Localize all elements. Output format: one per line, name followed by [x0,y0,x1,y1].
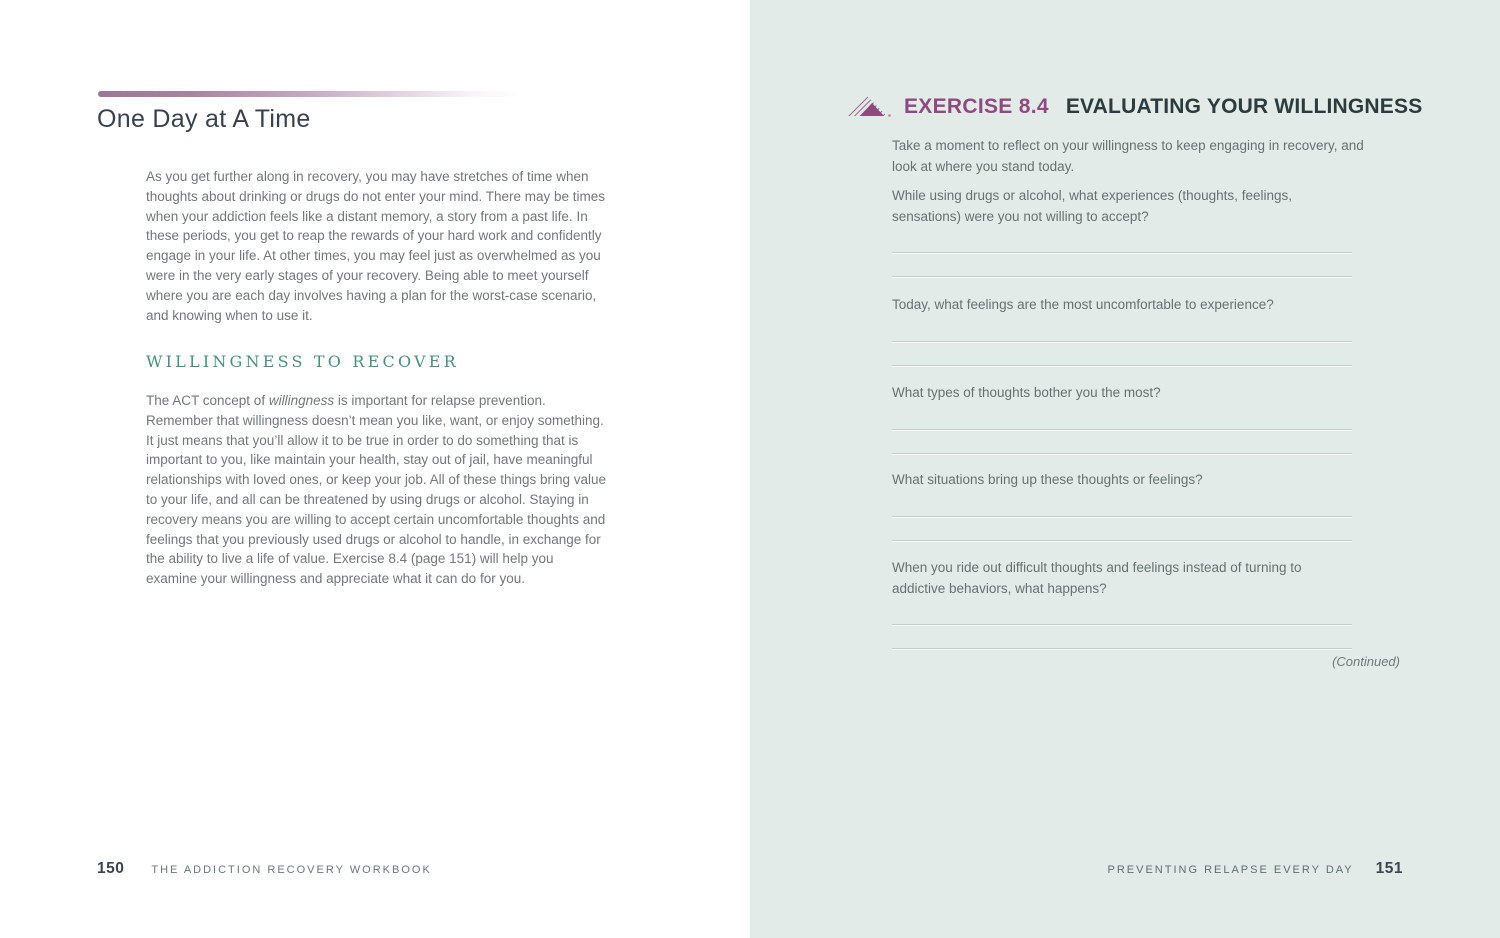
answer-line [892,276,1352,277]
answer-line [892,429,1352,430]
answer-line [892,341,1352,342]
right-footer [1108,860,1404,878]
continued-note: (Continued) [1332,654,1400,669]
question-text: What situations bring up these thoughts or feelings? [892,472,1203,487]
answer-line [892,624,1352,625]
question-block [892,383,1352,454]
running-head: PREVENTING RELAPSE EVERY DAY [1107,864,1354,876]
paragraph-text: is important for relapse prevention. Remember that willingness doesn’t mean you like, want, or enjoy something. It just means that you’ll allow it to be true in order to do something that is important to you, like maintain your health, stay out of jail, have meaningful relationships with loved ones, or keep your job. All of these things bring value to your life, and all can be threatened by using drugs or alcohol. Staying in recovery means you are willing to accept certain uncomfortable thoughts and feelings that you previously used drugs or alcohol to handle, in exchange for the ability to live a life of value. Exercise 8.4 (page 151) will help you examine your willingness and appreciate what it can do for you. [146,393,607,587]
question-block [892,470,1352,541]
question-block [892,186,1352,277]
page-number: 150 [97,860,125,877]
paragraph [146,391,608,589]
paragraph-text: The ACT concept of [146,393,269,408]
question-text: Today, what feelings are the most uncomfortable to experience? [892,297,1274,312]
right-page [750,0,1500,938]
exercise-number-label: EXERCISE 8.4 [904,95,1049,118]
answer-line [892,453,1352,454]
answer-line [892,252,1352,253]
italic-term: willingness [268,393,335,408]
answer-line [892,540,1352,541]
page-title: One Day at A Time [97,105,311,133]
exercise-header [844,90,1422,124]
question-block [892,295,1352,366]
gradient-rule [98,91,520,97]
running-head: THE ADDICTION RECOVERY WORKBOOK [151,864,432,876]
paragraph: As you get further along in recovery, you may have stretches of time when thoughts about drinking or drugs do not enter your mind. There may be times when your addiction feels like a distant memory, a story from a past life. In these periods, you get to reap the rewards of your hard work and confidently engage in your life. At other times, you may feel just as overwhelmed as you were in the very early stages of your recovery. Being able to meet yourself where you are each day involves having a plan for the worst-case scenario, and knowing when to use it. [146,169,606,323]
exercise-title: EVALUATING YOUR WILLINGNESS [1065,95,1423,118]
answer-line [892,516,1352,517]
question-text: When you ride out difficult thoughts and feelings instead of turning to addictive behaviors, what happens? [892,560,1302,596]
question-block [892,558,1352,649]
left-footer [97,860,432,878]
question-text: While using drugs or alcohol, what experiences (thoughts, feelings, sensations) were you not willing to accept? [892,188,1292,224]
page-number: 151 [1375,860,1403,877]
answer-line [892,648,1352,649]
striped-mountain-icon [844,92,892,124]
exercise-intro: Take a moment to reflect on your willingness to keep engaging in recovery, and look at where you stand today. [892,138,1364,174]
question-text: What types of thoughts bother you the most? [892,385,1161,400]
section-heading: WILLINGNESS TO RECOVER [146,352,459,371]
answer-line [892,365,1352,366]
